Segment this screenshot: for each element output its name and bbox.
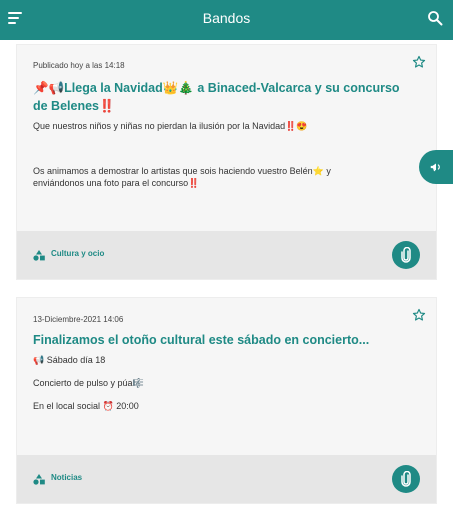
bando-text: Que nuestros niños y niñas no pierdan la ilusión por la Navidad‼️😍 (33, 121, 308, 131)
paperclip-icon (399, 247, 413, 263)
paperclip-icon (399, 471, 413, 487)
bando-text: Concierto de pulso y púa🎼 (33, 378, 144, 388)
bando-card[interactable] (16, 297, 437, 504)
bando-text (33, 165, 416, 189)
star-outline-icon (412, 308, 426, 322)
publish-date: Publicado hoy a las 14:18 (33, 61, 125, 70)
bando-card[interactable] (16, 44, 437, 280)
star-outline-icon (412, 55, 426, 69)
bando-title-line: 📌📢Llega la Navidad👑🎄 a Binaced-Valcarca y su concurso (33, 81, 400, 95)
bando-title[interactable] (33, 79, 416, 115)
category-label[interactable]: Noticias (51, 473, 83, 482)
announcements-tab[interactable] (419, 150, 453, 184)
publish-date: 13-Diciembre-2021 14:06 (33, 315, 124, 324)
page-title: Bandos (202, 10, 251, 26)
shapes-icon (33, 474, 45, 485)
search-icon (427, 10, 443, 26)
attachment-button[interactable] (392, 241, 420, 269)
megaphone-icon (429, 160, 443, 174)
card-footer (17, 455, 436, 503)
bando-title-line: de Belenes‼️ (33, 99, 115, 113)
app-bar (0, 0, 453, 40)
card-footer (17, 231, 436, 279)
bando-title[interactable]: Finalizamos el otoño cultural este sábado en concierto... (33, 333, 370, 347)
attachment-button[interactable] (392, 465, 420, 493)
bando-text: 📢 Sábado día 18 (33, 355, 106, 365)
favorite-button[interactable] (412, 54, 426, 68)
bando-text-line: Os animamos a demostrar lo artistas que sois haciendo vuestro Belén⭐ y (33, 166, 331, 176)
search-button[interactable] (427, 10, 443, 26)
favorite-button[interactable] (412, 307, 426, 321)
bando-text-line: enviándonos una foto para el concurso‼️ (33, 178, 200, 188)
category-label[interactable]: Cultura y ocio (51, 249, 105, 258)
shapes-icon (33, 250, 45, 261)
bando-text: En el local social ⏰ 20:00 (33, 401, 139, 411)
